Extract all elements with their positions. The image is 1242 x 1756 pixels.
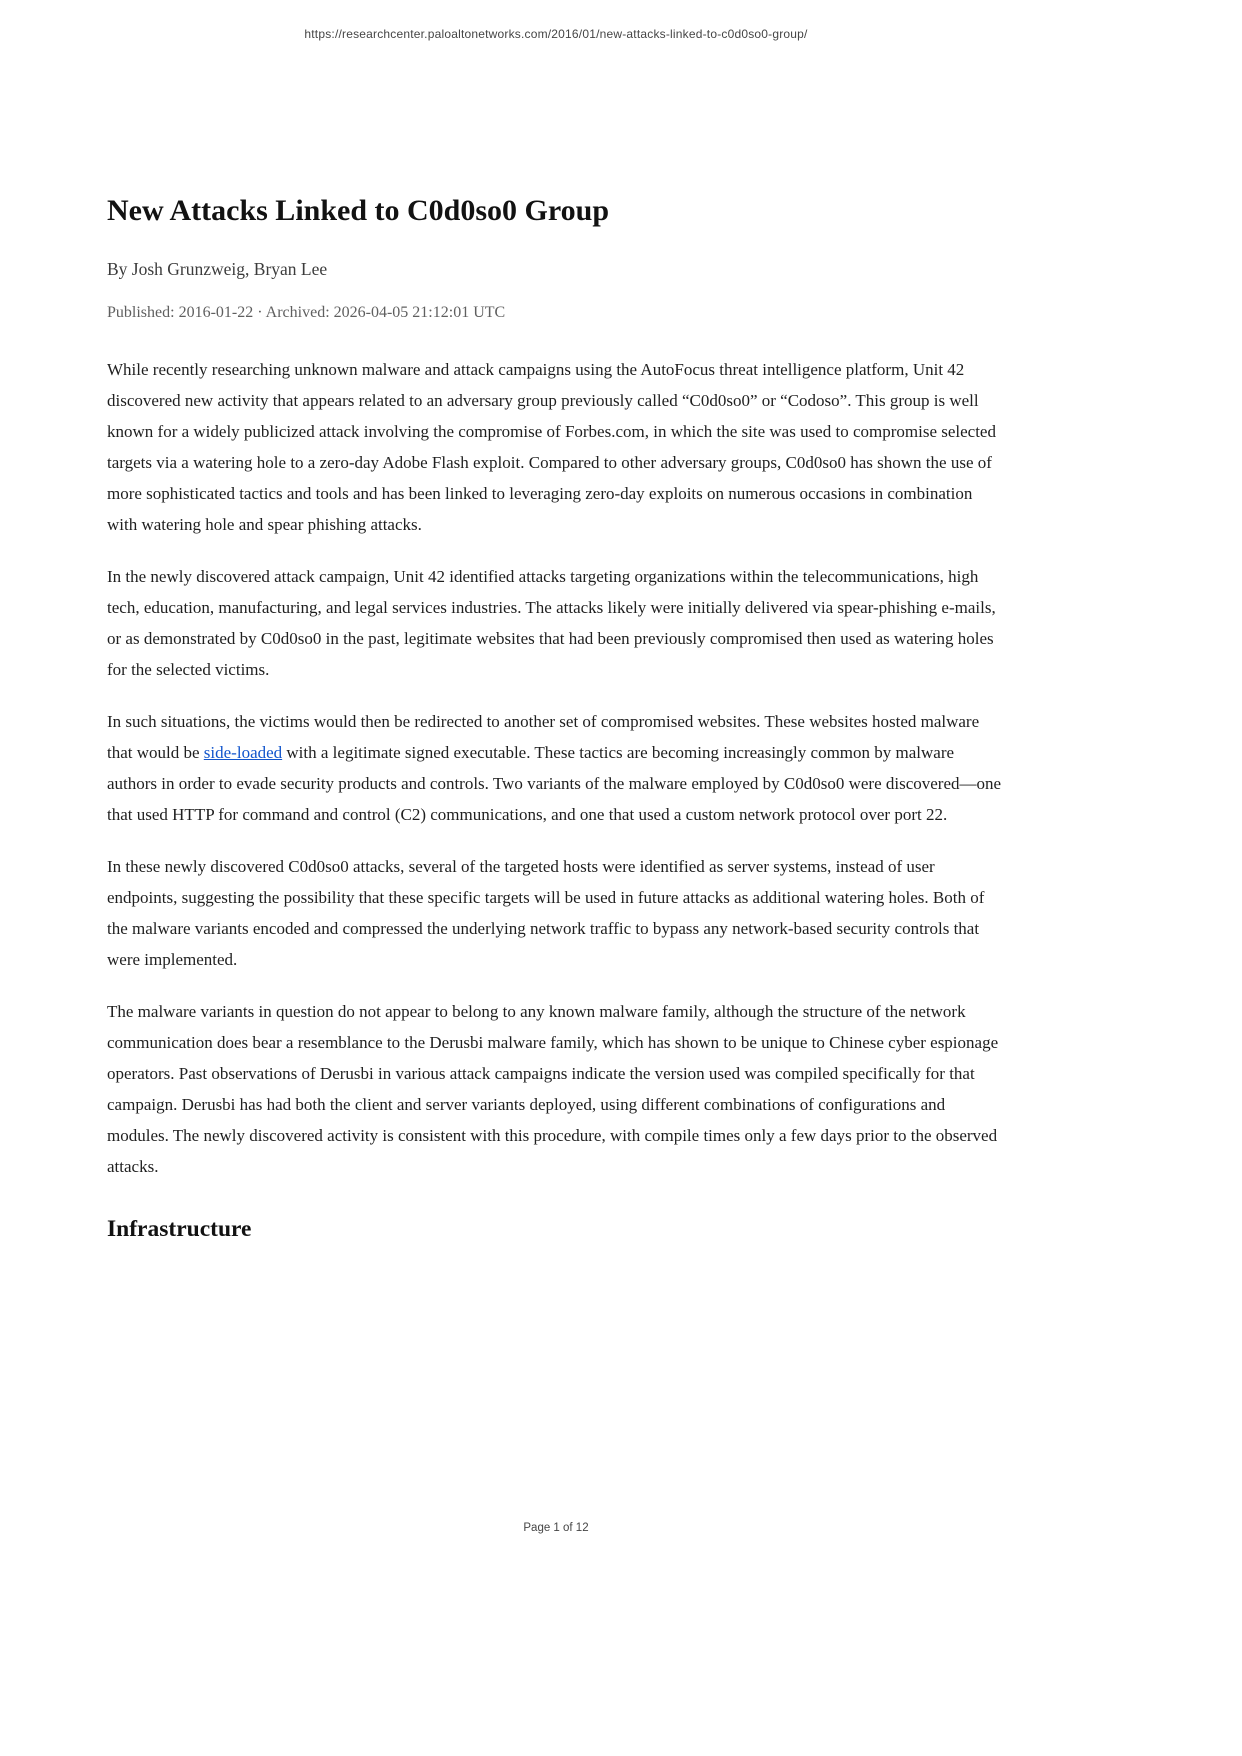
section-heading-infrastructure: Infrastructure bbox=[107, 1216, 252, 1242]
print-header-url: https://researchcenter.paloaltonetworks.com/2016/01/new-attacks-linked-to-c0d0so0-group/ bbox=[304, 27, 808, 41]
paragraph-5: The malware variants in question do not appear to belong to any known malware family, although the structure of the network communication does bear a resemblance to the Derusbi malware family, which has shown to be unique to Chinese cyber espionage operators. Past observations of Derusbi in various attack campaigns indicate the version used was compiled specifically for that campaign. Derusbi has had both the client and server variants deployed, using different combinations of configurations and modules. The newly discovered activity is consistent with this procedure, with compile times only a few days prior to the observed attacks. bbox=[107, 1002, 999, 1176]
print-footer-page-number: Page 1 of 12 bbox=[523, 1522, 589, 1534]
article-meta-dates: Published: 2016-01-22 · Archived: 2026-04-05 21:12:01 UTC bbox=[107, 304, 506, 321]
paragraph-3-text-before: In such situations, the victims would then be redirected to another set of compromised websites. These websites hosted malware that would be bbox=[107, 712, 980, 762]
paragraph-3-text-after: with a legitimate signed executable. These tactics are becoming increasingly common by malware authors in order to evade security products and controls. Two variants of the malware employed by C0d0so0 were discovered—one that used HTTP for command and control (C2) communications, and one that used a custom network protocol over port 22. bbox=[107, 743, 1002, 824]
paragraph-3 bbox=[107, 706, 1005, 830]
page-title: New Attacks Linked to C0d0so0 Group bbox=[107, 194, 610, 227]
side-loaded-link[interactable]: side-loaded bbox=[203, 743, 283, 762]
paragraph-1: While recently researching unknown malware and attack campaigns using the AutoFocus threat intelligence platform, Unit 42 discovered new activity that appears related to an adversary group previously called “C0d0so0” or “Codoso”. This group is well known for a widely publicized attack involving the compromise of Forbes.com, in which the site was used to compromise selected targets via a watering hole to a zero-day Adobe Flash exploit. Compared to other adversary groups, C0d0so0 has shown the use of more sophisticated tactics and tools and has been linked to leveraging zero-day exploits on numerous occasions in combination with watering hole and spear phishing attacks. bbox=[107, 360, 996, 534]
paragraph-4: In these newly discovered C0d0so0 attacks, several of the targeted hosts were identified as server systems, instead of user endpoints, suggesting the possibility that these specific targets will be used in future attacks as additional watering holes. Both of the malware variants encoded and compressed the underlying network traffic to bypass any network-based security controls that were implemented. bbox=[107, 857, 985, 969]
paragraph-2: In the newly discovered attack campaign, Unit 42 identified attacks targeting organizations within the telecommunications, high tech, education, manufacturing, and legal services industries. The attacks likely were initially delivered via spear-phishing e-mails, or as demonstrated by C0d0so0 in the past, legitimate websites that had been previously compromised then used as watering holes for the selected victims. bbox=[107, 567, 996, 679]
article-body bbox=[107, 354, 1005, 1182]
article-byline: By Josh Grunzweig, Bryan Lee bbox=[107, 259, 328, 279]
article bbox=[107, 193, 1005, 1243]
